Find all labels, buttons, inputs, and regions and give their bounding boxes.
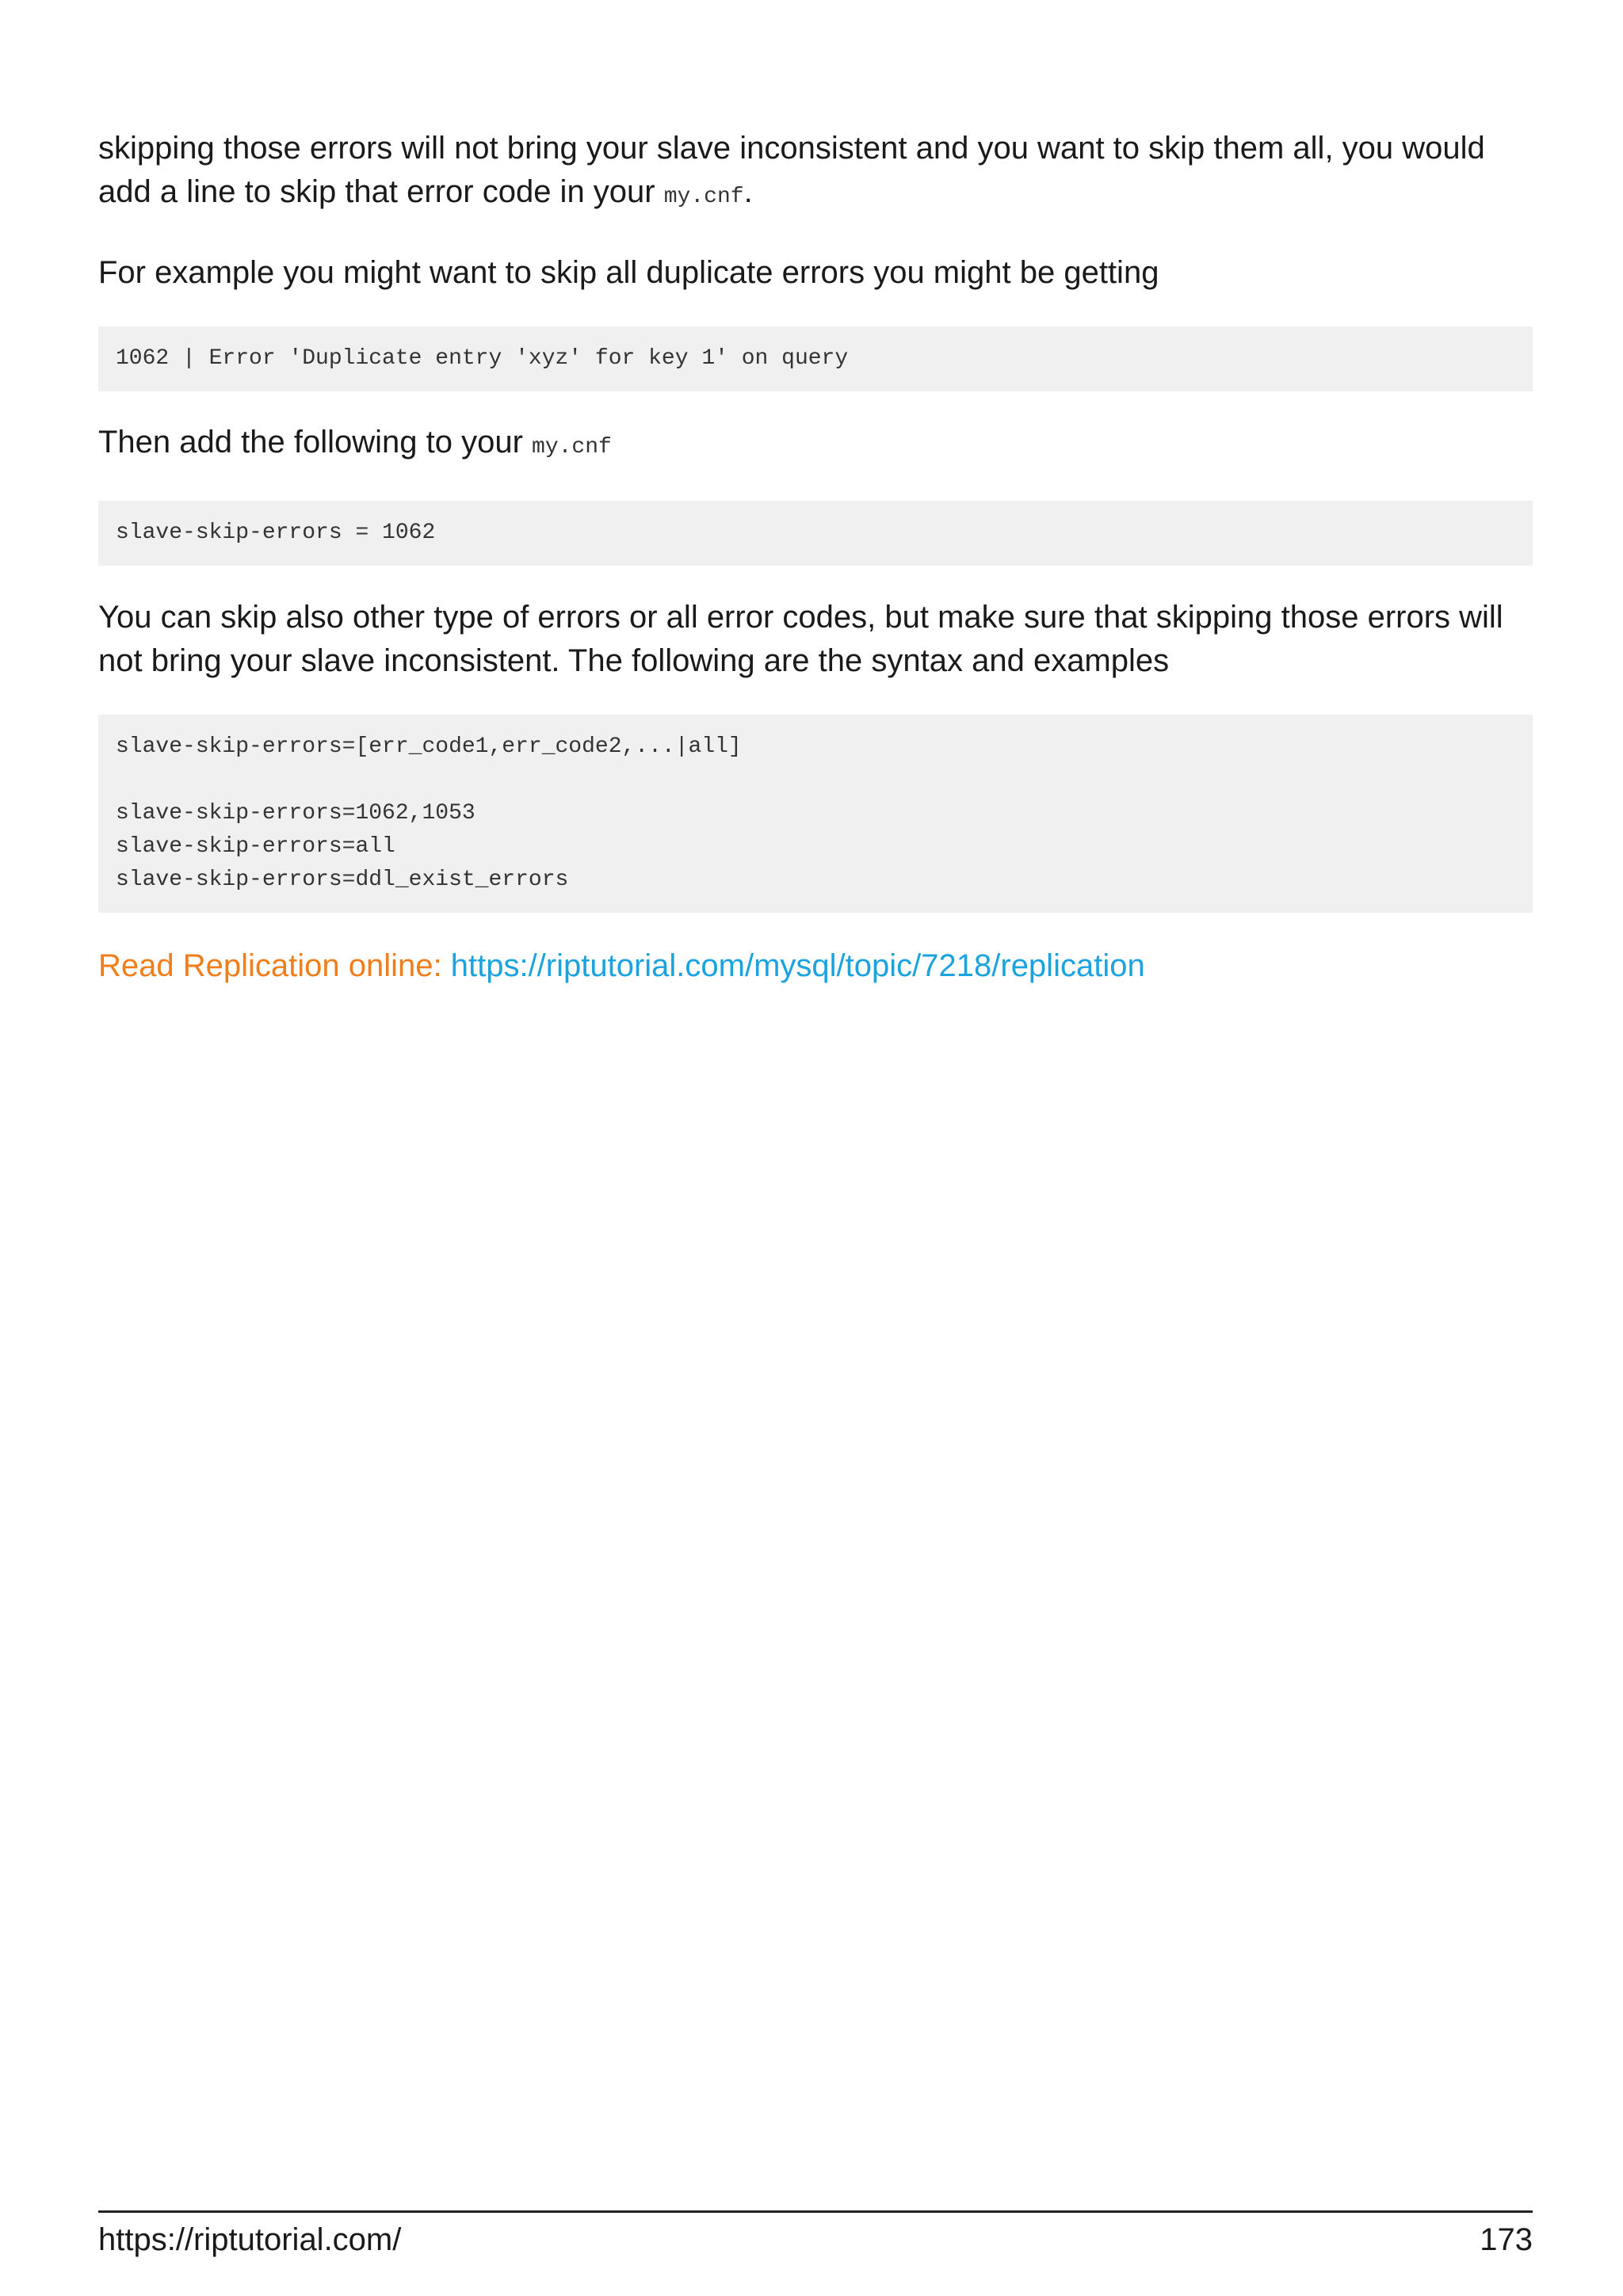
paragraph-other-errors: You can skip also other type of errors or all error codes, but make sure that skipping those errors will not bring your slave inconsistent. The following are the syntax and examples [98, 600, 1503, 678]
code-line: slave-skip-errors=1062,1053 [116, 801, 475, 826]
footer-site-url: https://riptutorial.com/ [98, 2222, 402, 2257]
code-block-config-line [98, 501, 1533, 566]
paragraph-add-following [98, 421, 1533, 469]
code-line: slave-skip-errors=[err_code1,err_code2,...|all] [116, 734, 742, 759]
code-line: slave-skip-errors=ddl_exist_errors [116, 868, 569, 892]
paragraph-text: Then add the following to your [98, 425, 533, 460]
paragraph-duplicate-example: For example you might want to skip all duplicate errors you might be getting [98, 255, 1159, 290]
paragraph-text: skipping those errors will not bring your slave inconsistent and you want to skip them all, you would add a line to skip that error code in your [98, 131, 1485, 209]
footer-divider [98, 2210, 1533, 2213]
code-block-syntax-examples [98, 715, 1533, 913]
read-online-line [98, 944, 1533, 988]
code-line: 1062 | Error 'Duplicate entry 'xyz' for key 1' on query [116, 346, 849, 371]
footer-page-number: 173 [1480, 2222, 1533, 2257]
document-page [98, 127, 1533, 988]
code-block-error-output [98, 326, 1533, 391]
read-online-label: Read Replication online: [98, 948, 451, 983]
code-line: slave-skip-errors=all [116, 834, 395, 859]
code-line: slave-skip-errors = 1062 [116, 521, 436, 545]
inline-code-mycnf: my.cnf [663, 185, 744, 209]
inline-code-mycnf: my.cnf [532, 435, 612, 460]
paragraph-tail: . [743, 174, 753, 209]
code-line-blank [116, 764, 1515, 797]
paragraph-skip-errors-intro [98, 127, 1533, 219]
read-online-link[interactable]: https://riptutorial.com/mysql/topic/7218/replication [450, 948, 1145, 983]
